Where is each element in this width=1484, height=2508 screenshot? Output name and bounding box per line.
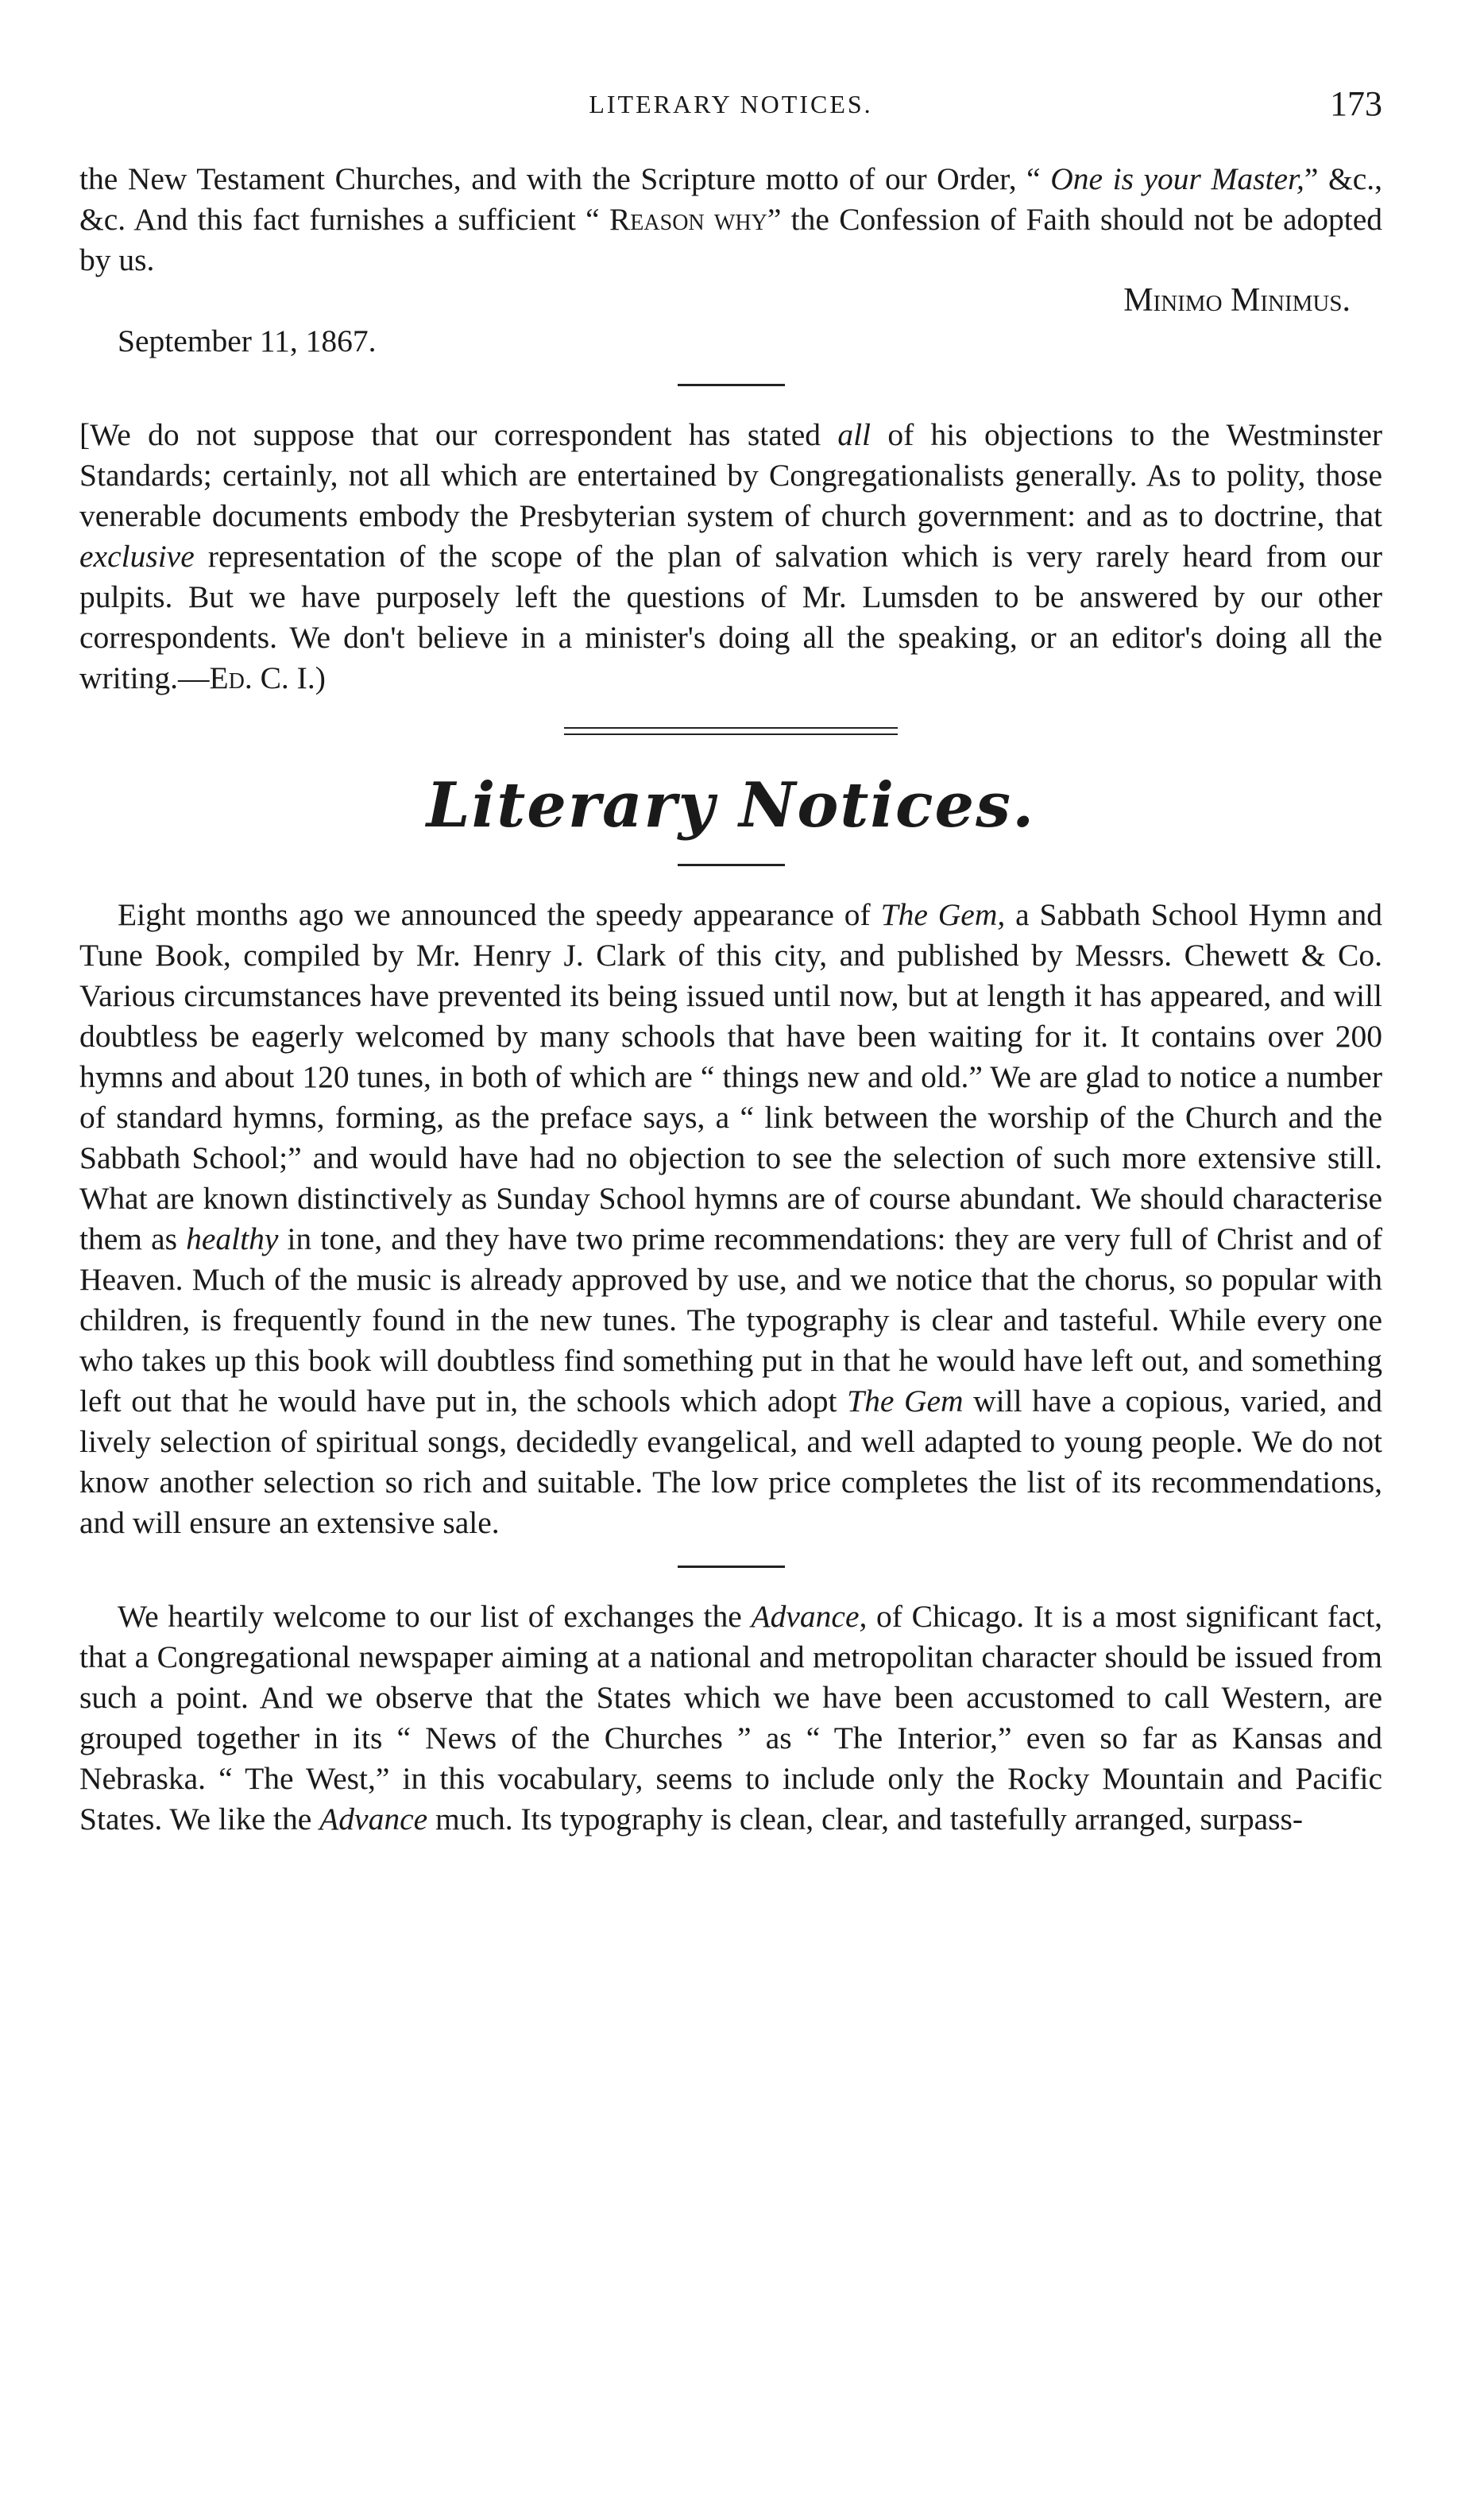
section-double-rule [564, 727, 898, 735]
emphasis-healthy: healthy [186, 1221, 279, 1256]
text-run: much. Its typography is clean, clear, and tastefully arranged, surpass- [427, 1802, 1303, 1836]
letter-closing-paragraph [79, 159, 1382, 281]
text-run: [We do not suppose that our correspondent has stated [79, 417, 838, 452]
book-title-italic: The Gem [847, 1384, 964, 1418]
text-run: a Sabbath School Hymn and Tune Book, compiled by Mr. Henry J. Clark of this city, and published by Messrs. Chewett & Co. Various circumstances have prevented its being issued until now, but at length it has appeared, and will doubtless be eagerly welcomed by many schools that have been waiting for it. It contains over 200 hymns and about 120 tunes, in both of which are “ things new and old.” We are glad to notice a number of standard hymns, forming, as the preface says, a “ link between the worship of the Church and the Sabbath School;” and would have had no objection to see the selection of such more extensive still. What are known distinctively as Sunday School hymns are of course abundant. We should characterise them as [79, 897, 1382, 1256]
editor-note-paragraph [79, 415, 1382, 699]
text-run: the New Testament Churches, and with the Scripture motto of our Order, “ [79, 161, 1051, 196]
section-divider [678, 384, 785, 386]
text-run: We heartily welcome to our list of exchanges the [118, 1599, 752, 1634]
emphasis-all: all [837, 417, 871, 452]
section-divider [678, 1566, 785, 1568]
notice-the-gem [79, 895, 1382, 1543]
motto-italic: One is your Master, [1050, 161, 1304, 196]
section-heading: Literary Notices. [426, 769, 1036, 842]
newspaper-title-italic: Advance [319, 1802, 428, 1836]
page-number: 173 [1330, 84, 1382, 123]
section-divider [678, 864, 785, 866]
text-run: ) [315, 660, 326, 695]
page-body [79, 159, 1382, 1840]
emphasis-exclusive: exclusive [79, 539, 195, 574]
reason-why-smallcaps: Reason why [609, 202, 767, 237]
text-run: ” the Confession of Faith should not be adopted by us. [79, 202, 1382, 277]
text-run: of his objections to the Westminster Standards; certainly, not all which are entertained by Congregationalists generally. As to polity, those venerable documents embody the Presbyterian system of church government: and as to doctrine, that [79, 417, 1383, 533]
text-run: of Chicago. It is a most significant fact, that a Congregational newspaper aiming at a national and metropolitan character should be issued from such a point. And we observe that the States which we have been accustomed to call Western, are grouped together in its “ News of the Churches ” as “ The Interior,” even so far as Kansas and Nebraska. “ The West,” in this vocabulary, seems to include only the Rocky Mountain and Pacific States. We like the [79, 1599, 1382, 1836]
running-title: LITERARY NOTICES. [589, 90, 873, 118]
text-run: representation of the scope of the plan of salvation which is very rarely heard from our pulpits. But we have purposely left the questions of Mr. Lumsden to be answered by our other correspondents. We don't believe in a minister's doing all the speaking, or an editor's doing all the writing.— [79, 539, 1382, 695]
text-run: Eight months ago we announced the speedy appearance of [118, 897, 881, 932]
letter-date: September 11, 1867. [118, 323, 377, 358]
newspaper-title-italic: Advance, [751, 1599, 868, 1634]
text-run: will have a copious, varied, and lively selection of spiritual songs, decidedly evangelical, and well adapted to young people. We do not know another selection so rich and suitable. The low price completes the list of its recommendations, and will ensure an extensive sale. [79, 1384, 1382, 1540]
letter-signature: Minimo Minimus. [1123, 282, 1351, 319]
editor-signature: Ed. C. I. [209, 660, 315, 695]
notice-the-advance [79, 1597, 1382, 1840]
page [79, 0, 1382, 2508]
text-run: ” &c., &c. And this fact furnishes a sufficient “ [79, 161, 1382, 237]
text-run: in tone, and they have two prime recommendations: they are very full of Christ and of Heaven. Much of the music is already approved by use, and we notice that the chorus, so popular with children, is frequently found in the new tunes. The typography is clear and tasteful. While every one who takes up this book will doubtless find something put in that he would have left out, and something left out that he would have put in, the schools which adopt [79, 1221, 1382, 1418]
page-header [79, 83, 1382, 131]
book-title-italic: The Gem, [880, 897, 1006, 932]
